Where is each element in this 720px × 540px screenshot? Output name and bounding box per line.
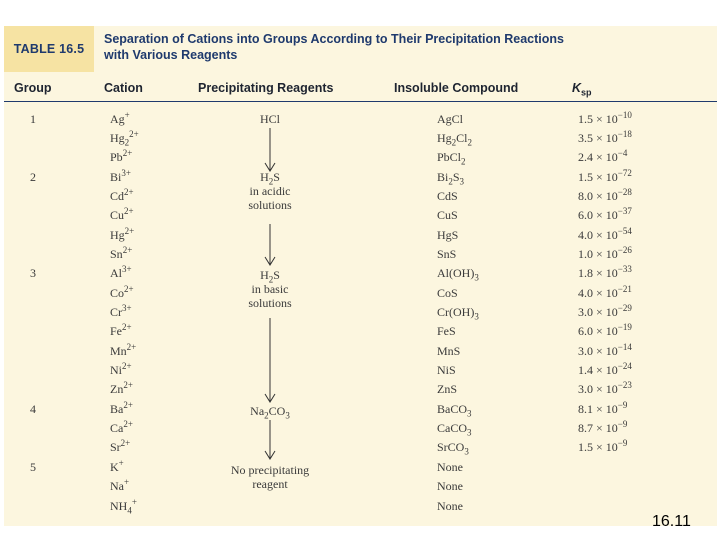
reagent-group1: HCl (259, 112, 280, 126)
cation-cell (110, 303, 132, 322)
cation-cell (110, 438, 130, 457)
ksp-cell (578, 419, 627, 438)
ksp-exponent: −26 (617, 245, 632, 255)
reagent-group2-line2: in acidic (249, 184, 291, 198)
times-sign: × (596, 170, 603, 184)
reagent-group3-line3: solutions (248, 296, 292, 310)
ksp-coefficient: 1.5 (578, 440, 593, 454)
cation-cell (110, 226, 134, 245)
times-sign: × (596, 247, 603, 261)
ksp-base: 10 (605, 286, 618, 300)
cation-symbol: Ba (110, 402, 124, 416)
ksp-base: 10 (605, 150, 618, 164)
cation-charge: 3+ (122, 303, 132, 313)
compound-cell: CoS (437, 286, 458, 300)
ksp-exponent: −72 (617, 168, 632, 178)
ksp-cell (578, 342, 632, 361)
reagent-group5-line1: No precipitating (230, 463, 310, 477)
cation-symbol: Ca (110, 421, 124, 435)
times-sign: × (596, 189, 603, 203)
ksp-exponent: −4 (617, 148, 628, 158)
cation-cell (110, 477, 129, 496)
ksp-exponent: −9 (617, 400, 628, 410)
reagent-group3 (220, 268, 320, 310)
cation-charge: 3+ (121, 168, 131, 178)
ksp-cell (578, 322, 632, 341)
cation-cell (110, 264, 132, 283)
ksp-cell (578, 148, 627, 167)
ksp-cell (578, 110, 632, 129)
column-header-cation: Cation (104, 81, 143, 95)
times-sign: × (596, 150, 603, 164)
column-header-group: Group (14, 81, 52, 95)
ksp-exponent: −21 (617, 284, 632, 294)
ksp-base: 10 (605, 228, 618, 242)
cation-charge: 2+ (120, 438, 131, 448)
ksp-base: 10 (605, 170, 618, 184)
ksp-cell (578, 168, 632, 187)
cation-cell (110, 458, 124, 477)
ksp-base: 10 (605, 402, 618, 416)
cation-charge: 2+ (122, 322, 132, 332)
group-cell: 5 (30, 460, 36, 474)
ksp-coefficient: 8.0 (578, 189, 593, 203)
ksp-cell (578, 380, 632, 399)
cation-cell (110, 129, 139, 148)
cation-charge: 2+ (124, 284, 134, 294)
compound-cell: SnS (437, 247, 457, 261)
ksp-cell (578, 438, 627, 457)
ksp-base: 10 (605, 189, 618, 203)
group-cell: 1 (30, 112, 36, 126)
times-sign: × (596, 402, 603, 416)
compound-cell: MnS (437, 344, 461, 358)
ksp-base: 10 (605, 440, 618, 454)
ksp-cell (578, 400, 627, 419)
ksp-coefficient: 1.4 (578, 363, 593, 377)
arrow-down-icon (262, 318, 278, 403)
times-sign: × (596, 305, 603, 319)
times-sign: × (596, 266, 603, 280)
cation-symbol: Pb (110, 150, 123, 164)
cation-charge: 2+ (122, 245, 133, 255)
ksp-exponent: −23 (617, 380, 632, 390)
ksp-base: 10 (605, 208, 618, 222)
compound-cell: NiS (437, 363, 456, 377)
compound-cell: CdS (437, 189, 458, 203)
cation-charge: + (131, 497, 137, 507)
cation-subscript: 2 (124, 137, 130, 148)
ksp-exponent: −19 (617, 322, 632, 332)
ksp-coefficient: 4.0 (578, 228, 593, 242)
ksp-exponent: −14 (617, 342, 632, 352)
ksp-cell (578, 187, 632, 206)
column-header-reagent: Precipitating Reagents (198, 81, 334, 95)
cation-cell (110, 419, 133, 438)
cation-symbol: Mn (110, 344, 127, 358)
reagent-group3-line2: in basic (251, 282, 289, 296)
ksp-base: 10 (605, 324, 618, 338)
compound-cell: SrCO$_3$ (437, 440, 469, 457)
compound-cell: $Hg_2Cl_2$ (437, 131, 473, 148)
reagent-group5 (210, 463, 330, 491)
cation-charge: 2+ (123, 400, 133, 410)
cation-symbol: Cr (110, 305, 122, 319)
ksp-exponent: −24 (617, 361, 632, 371)
cation-symbol: K (110, 460, 119, 474)
times-sign: × (596, 363, 603, 377)
cation-cell (110, 284, 134, 303)
ksp-base: 10 (605, 131, 618, 145)
cation-cell (110, 168, 131, 187)
cation-symbol: Ag (110, 112, 125, 126)
ksp-base: 10 (605, 305, 618, 319)
cation-symbol: Co (110, 286, 125, 300)
ksp-cell (578, 226, 632, 245)
ksp-coefficient: 3.0 (578, 305, 593, 319)
times-sign: × (596, 324, 603, 338)
ksp-cell (578, 361, 632, 380)
compound-cell: $Cr(OH)_3$ (437, 305, 479, 322)
ksp-exponent: −33 (617, 264, 632, 274)
ksp-cell (578, 284, 632, 303)
cation-charge: 2+ (124, 187, 134, 197)
reagent-group3-line1: $H_2S$ (260, 268, 280, 285)
cation-subscript: 4 (127, 505, 132, 516)
cation-charge: + (124, 477, 130, 487)
reagent-group2-line3: solutions (248, 198, 292, 212)
times-sign: × (596, 228, 603, 242)
ksp-exponent: −54 (617, 226, 632, 236)
compound-cell: BaCO$_3$ (437, 402, 472, 419)
ksp-base: 10 (605, 266, 618, 280)
arrow-down-icon (262, 128, 278, 172)
ksp-coefficient: 2.4 (578, 150, 593, 164)
cation-symbol: Sr (110, 440, 121, 454)
page-number: 16.11 (652, 513, 691, 530)
ksp-base: 10 (605, 344, 618, 358)
ksp-base: 10 (605, 247, 618, 261)
cation-symbol: Bi (110, 170, 122, 184)
cation-charge: 3+ (122, 264, 132, 274)
cation-charge: + (124, 110, 130, 120)
ksp-base: 10 (605, 112, 618, 126)
cation-symbol: Sn (110, 247, 123, 261)
cation-cell (110, 342, 136, 361)
times-sign: × (596, 421, 603, 435)
reagent-group5-line2: reagent (252, 477, 288, 491)
times-sign: × (596, 131, 603, 145)
ksp-exponent: −37 (617, 206, 632, 216)
cation-cell (110, 187, 134, 206)
cation-cell (110, 110, 130, 129)
cation-charge: 2+ (129, 129, 139, 139)
times-sign: × (596, 440, 603, 454)
ksp-cell (578, 264, 632, 283)
cation-symbol: Cd (110, 189, 125, 203)
cation-cell (110, 148, 132, 167)
reagent-group2-line1: $H_2S$ (260, 170, 280, 187)
cation-cell (110, 245, 132, 264)
ksp-base: 10 (605, 421, 618, 435)
ksp-coefficient: 8.1 (578, 402, 593, 416)
compound-cell: FeS (437, 324, 456, 338)
table-title (104, 31, 664, 63)
times-sign: × (596, 286, 603, 300)
compound-cell: None (437, 479, 463, 493)
ksp-coefficient: 1.0 (578, 247, 593, 261)
ksp-exponent: −10 (617, 110, 632, 120)
ksp-coefficient: 8.7 (578, 421, 593, 435)
column-header-compound: Insoluble Compound (394, 81, 519, 95)
compound-cell: $Bi_2S_3$ (437, 170, 465, 187)
ksp-cell (578, 129, 632, 148)
ksp-subscript: sp (581, 87, 592, 98)
ksp-symbol: K (572, 81, 582, 95)
column-header-ksp (572, 81, 592, 98)
ksp-exponent: −9 (617, 438, 628, 448)
ksp-coefficient: 1.5 (578, 112, 593, 126)
ksp-cell (578, 245, 632, 264)
cation-symbol: Fe (110, 324, 122, 338)
ksp-coefficient: 4.0 (578, 286, 593, 300)
cation-symbol: Al (110, 266, 122, 280)
compound-cell: HgS (437, 228, 459, 242)
compound-cell: None (437, 460, 463, 474)
cation-cell (110, 400, 133, 419)
cation-charge: 2+ (126, 342, 137, 352)
cation-symbol: Na (110, 479, 124, 493)
ksp-exponent: −9 (617, 419, 628, 429)
compound-cell: AgCl (437, 112, 464, 126)
times-sign: × (596, 208, 603, 222)
ksp-base: 10 (605, 363, 618, 377)
ksp-cell (578, 303, 632, 322)
cation-charge: + (118, 458, 124, 468)
times-sign: × (596, 382, 603, 396)
ksp-exponent: −29 (617, 303, 632, 313)
cation-charge: 2+ (123, 419, 133, 429)
cation-charge: 2+ (124, 206, 134, 216)
ksp-coefficient: 6.0 (578, 208, 593, 222)
compound-cell: None (437, 499, 463, 513)
cation-charge: 2+ (122, 148, 133, 158)
times-sign: × (596, 344, 603, 358)
compound-cell: PbCl$_2$ (437, 150, 466, 167)
ksp-coefficient: 1.8 (578, 266, 593, 280)
ksp-base: 10 (605, 382, 618, 396)
cation-charge: 2+ (124, 226, 135, 236)
reagent-group4: $Na_2CO_3$ (250, 404, 290, 421)
cation-symbol: NH (110, 499, 128, 513)
ksp-coefficient: 3.0 (578, 382, 593, 396)
header-rule (4, 101, 717, 102)
cation-symbol: Hg (110, 131, 125, 145)
group-cell: 3 (30, 266, 36, 280)
cation-cell (110, 361, 132, 380)
ksp-coefficient: 3.0 (578, 344, 593, 358)
cation-cell (110, 322, 132, 341)
ksp-exponent: −28 (617, 187, 632, 197)
ksp-cell (578, 206, 632, 225)
cation-charge: 2+ (123, 380, 133, 390)
times-sign: × (596, 112, 603, 126)
arrow-down-icon (262, 420, 278, 460)
compound-cell: ZnS (437, 382, 458, 396)
cation-charge: 2+ (122, 361, 132, 371)
compound-cell: CuS (437, 208, 458, 222)
arrow-down-icon (262, 224, 278, 266)
ksp-coefficient: 6.0 (578, 324, 593, 338)
ksp-coefficient: 3.5 (578, 131, 593, 145)
reagent-group2 (220, 170, 320, 212)
group-cell: 2 (30, 170, 36, 184)
cation-symbol: Hg (110, 228, 125, 242)
cation-symbol: Zn (110, 382, 124, 396)
group-cell: 4 (30, 402, 36, 416)
cation-cell (110, 497, 137, 516)
ksp-exponent: −18 (617, 129, 632, 139)
compound-cell: CaCO$_3$ (437, 421, 472, 438)
cation-symbol: Cu (110, 208, 125, 222)
table-title-line1: Separation of Cations into Groups According to Their Precipitation Reactions (104, 32, 564, 46)
ksp-coefficient: 1.5 (578, 170, 593, 184)
table-title-line2: with Various Reagents (104, 48, 238, 62)
table-label: TABLE 16.5 (4, 26, 94, 72)
cation-symbol: Ni (110, 363, 122, 377)
cation-cell (110, 206, 134, 225)
compound-cell: $Al(OH)_3$ (437, 266, 479, 283)
cation-cell (110, 380, 133, 399)
